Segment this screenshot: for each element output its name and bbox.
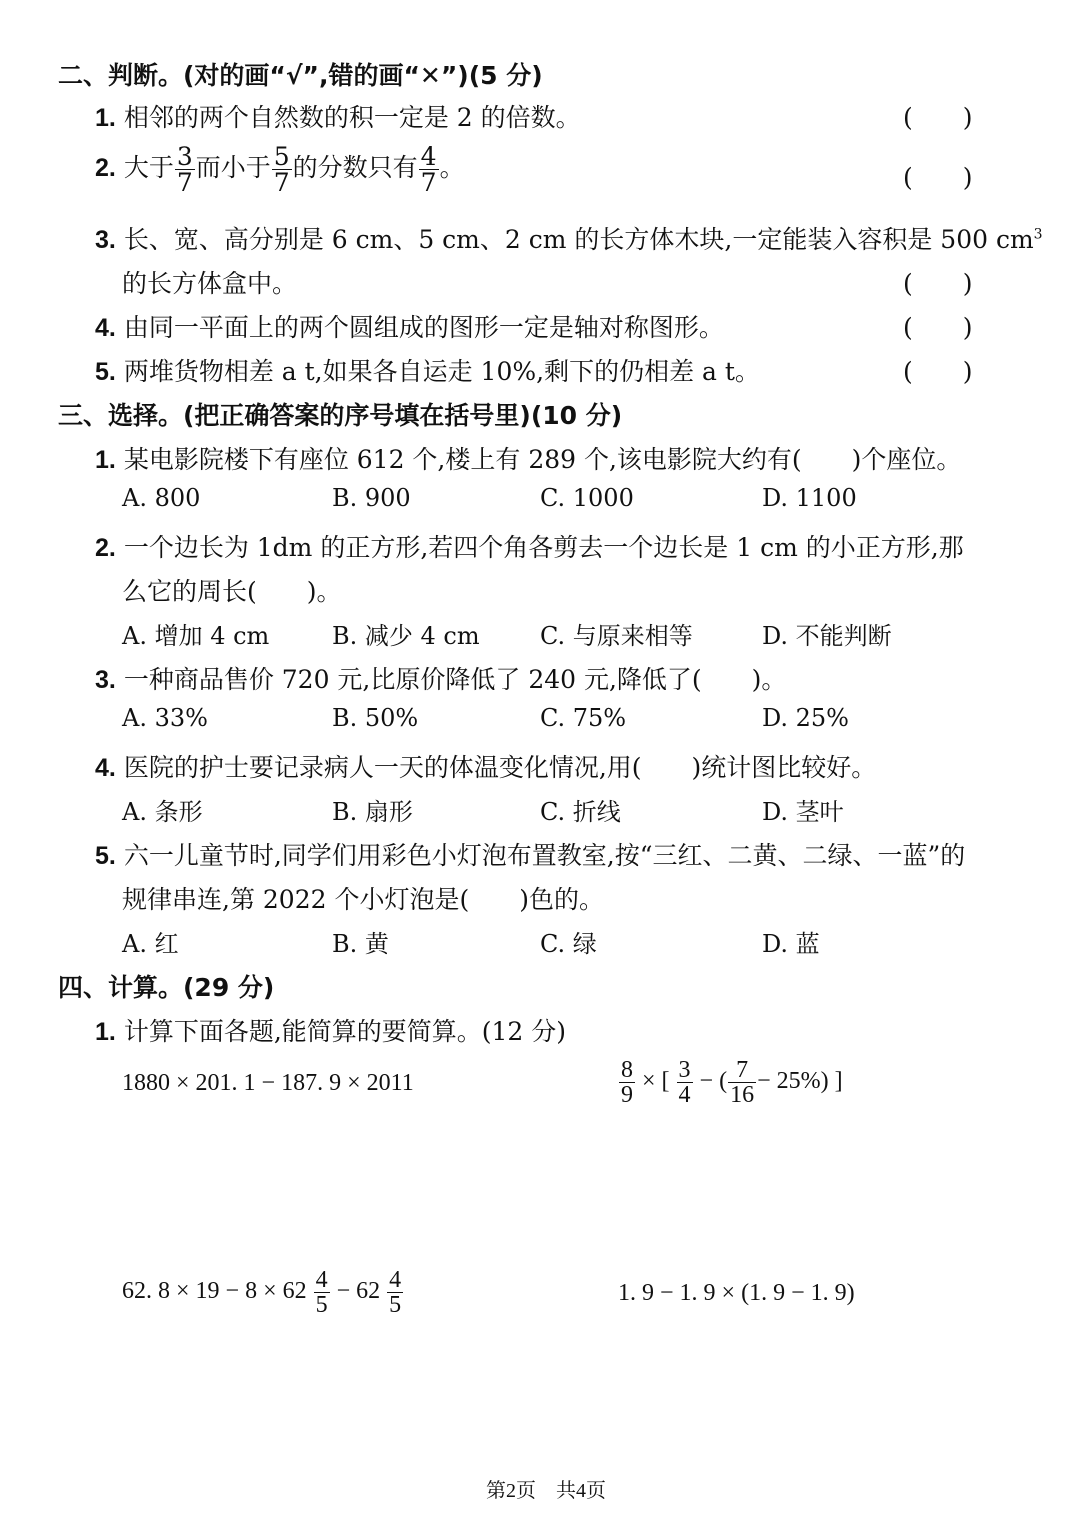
item-text: 一种商品售价 720 元,比原价降低了 240 元,降低了( )。: [123, 665, 787, 694]
expression-2: $\frac{8}{9}$ × [ $\frac{3}{4}$ − ( $\frac{7}{16}$ − 25%) ]: [621, 1057, 843, 1108]
option-b: B. 扇形: [332, 798, 413, 826]
item-number: 4.: [95, 754, 116, 782]
choice-item-5-line2: 规律串连,第 2022 个小灯泡是( )色的。: [122, 885, 604, 914]
option-a: A. 增加 4 cm: [122, 622, 270, 650]
choice-item-1: [95, 440, 961, 476]
item-text: 计算下面各题,能简算的要简算。(12 分): [123, 1017, 567, 1046]
expression-4: 1. 9 − 1. 9 × (1. 9 − 1. 9): [618, 1280, 855, 1306]
section-2-title: 二、判断。(对的画“√”,错的画“✕”)(5 分): [58, 61, 543, 90]
expression-3: 62. 8 × 19 − 8 × 62 $\frac{4}{5}$ − 62 $\frac{4}{5}$: [122, 1267, 402, 1318]
judge-item-2: [95, 144, 465, 195]
option-d: D. 不能判断: [762, 622, 892, 650]
item-text: 某电影院楼下有座位 612 个,楼上有 289 个,该电影院大约有( )个座位。: [123, 445, 962, 474]
item-text-post: 。: [439, 153, 465, 182]
option-c: C. 75%: [540, 704, 627, 732]
option-c: C. 折线: [540, 798, 621, 826]
calc-item-1: [95, 1012, 566, 1048]
item-number: 1.: [95, 104, 116, 132]
judge-item-3: [95, 220, 1043, 256]
option-a: A. 33%: [122, 704, 208, 732]
fraction: $\frac{7}{16}$: [730, 1057, 755, 1108]
option-b: B. 900: [332, 484, 411, 512]
item-number: 3.: [95, 226, 116, 254]
answer-paren[interactable]: ( ): [903, 269, 973, 298]
section-3-title: 三、选择。(把正确答案的序号填在括号里)(10 分): [58, 401, 623, 430]
answer-paren[interactable]: ( ): [903, 357, 973, 386]
option-d: D. 茎叶: [762, 798, 844, 826]
page-footer: 第2页 共4页: [486, 1480, 606, 1502]
choice-item-2: [95, 528, 964, 564]
item-number: 4.: [95, 314, 116, 342]
fraction: $\frac{3}{4}$: [678, 1057, 691, 1108]
fraction: $\frac{5}{7}$: [273, 142, 290, 197]
option-b: B. 减少 4 cm: [332, 622, 480, 650]
option-d: D. 蓝: [762, 930, 820, 958]
judge-item-4: [95, 308, 724, 344]
item-text: 医院的护士要记录病人一天的体温变化情况,用( )统计图比较好。: [123, 753, 877, 782]
item-number: 3.: [95, 666, 116, 694]
item-text: 相邻的两个自然数的积一定是 2 的倍数。: [123, 103, 581, 132]
expression-1: 1880 × 201. 1 − 187. 9 × 2011: [122, 1070, 414, 1096]
item-text: 长、宽、高分别是 6 cm、5 cm、2 cm 的长方体木块,一定能装入容积是 500 cm: [123, 225, 1034, 254]
item-number: 1.: [95, 446, 116, 474]
judge-item-3-line2: 的长方体盒中。: [122, 269, 298, 298]
answer-paren[interactable]: ( ): [903, 163, 973, 192]
option-c: C. 1000: [540, 484, 634, 512]
answer-paren[interactable]: ( ): [903, 313, 973, 342]
section-4-title: 四、计算。(29 分): [58, 973, 275, 1002]
option-d: D. 1100: [762, 484, 857, 512]
option-c: C. 绿: [540, 930, 597, 958]
choice-item-5: [95, 836, 965, 872]
item-number: 1.: [95, 1018, 116, 1046]
choice-item-4: [95, 748, 876, 784]
fraction: $\frac{4}{5}$: [315, 1267, 328, 1318]
choice-item-3: [95, 660, 786, 696]
option-a: A. 800: [122, 484, 201, 512]
fraction: $\frac{3}{7}$: [176, 142, 193, 197]
fraction: $\frac{4}{7}$: [420, 142, 437, 197]
fraction: $\frac{4}{5}$: [389, 1267, 402, 1318]
item-text-pre: 大于: [123, 153, 174, 182]
item-text: 由同一平面上的两个圆组成的图形一定是轴对称图形。: [123, 313, 724, 342]
item-text: 一个边长为 1dm 的正方形,若四个角各剪去一个边长是 1 cm 的小正方形,那: [123, 533, 964, 562]
item-text: 两堆货物相差 a t,如果各自运走 10%,剩下的仍相差 a t。: [123, 357, 760, 386]
item-text-mid2: 的分数只有: [292, 153, 418, 182]
judge-item-5: [95, 352, 760, 388]
option-d: D. 25%: [762, 704, 849, 732]
option-c: C. 与原来相等: [540, 622, 693, 650]
option-a: A. 红: [122, 930, 179, 958]
superscript: 3: [1033, 226, 1043, 243]
judge-item-1: [95, 98, 581, 134]
item-number: 2.: [95, 154, 116, 182]
fraction: $\frac{8}{9}$: [621, 1057, 633, 1108]
option-b: B. 黄: [332, 930, 389, 958]
item-number: 5.: [95, 358, 116, 386]
choice-item-2-line2: 么它的周长( )。: [122, 577, 342, 606]
option-b: B. 50%: [332, 704, 419, 732]
item-number: 2.: [95, 534, 116, 562]
item-text-mid: 而小于: [195, 153, 271, 182]
answer-paren[interactable]: ( ): [903, 103, 973, 132]
item-text: 六一儿童节时,同学们用彩色小灯泡布置教室,按“三红、二黄、二绿、一蓝”的: [123, 841, 966, 870]
item-number: 5.: [95, 842, 116, 870]
option-a: A. 条形: [122, 798, 203, 826]
